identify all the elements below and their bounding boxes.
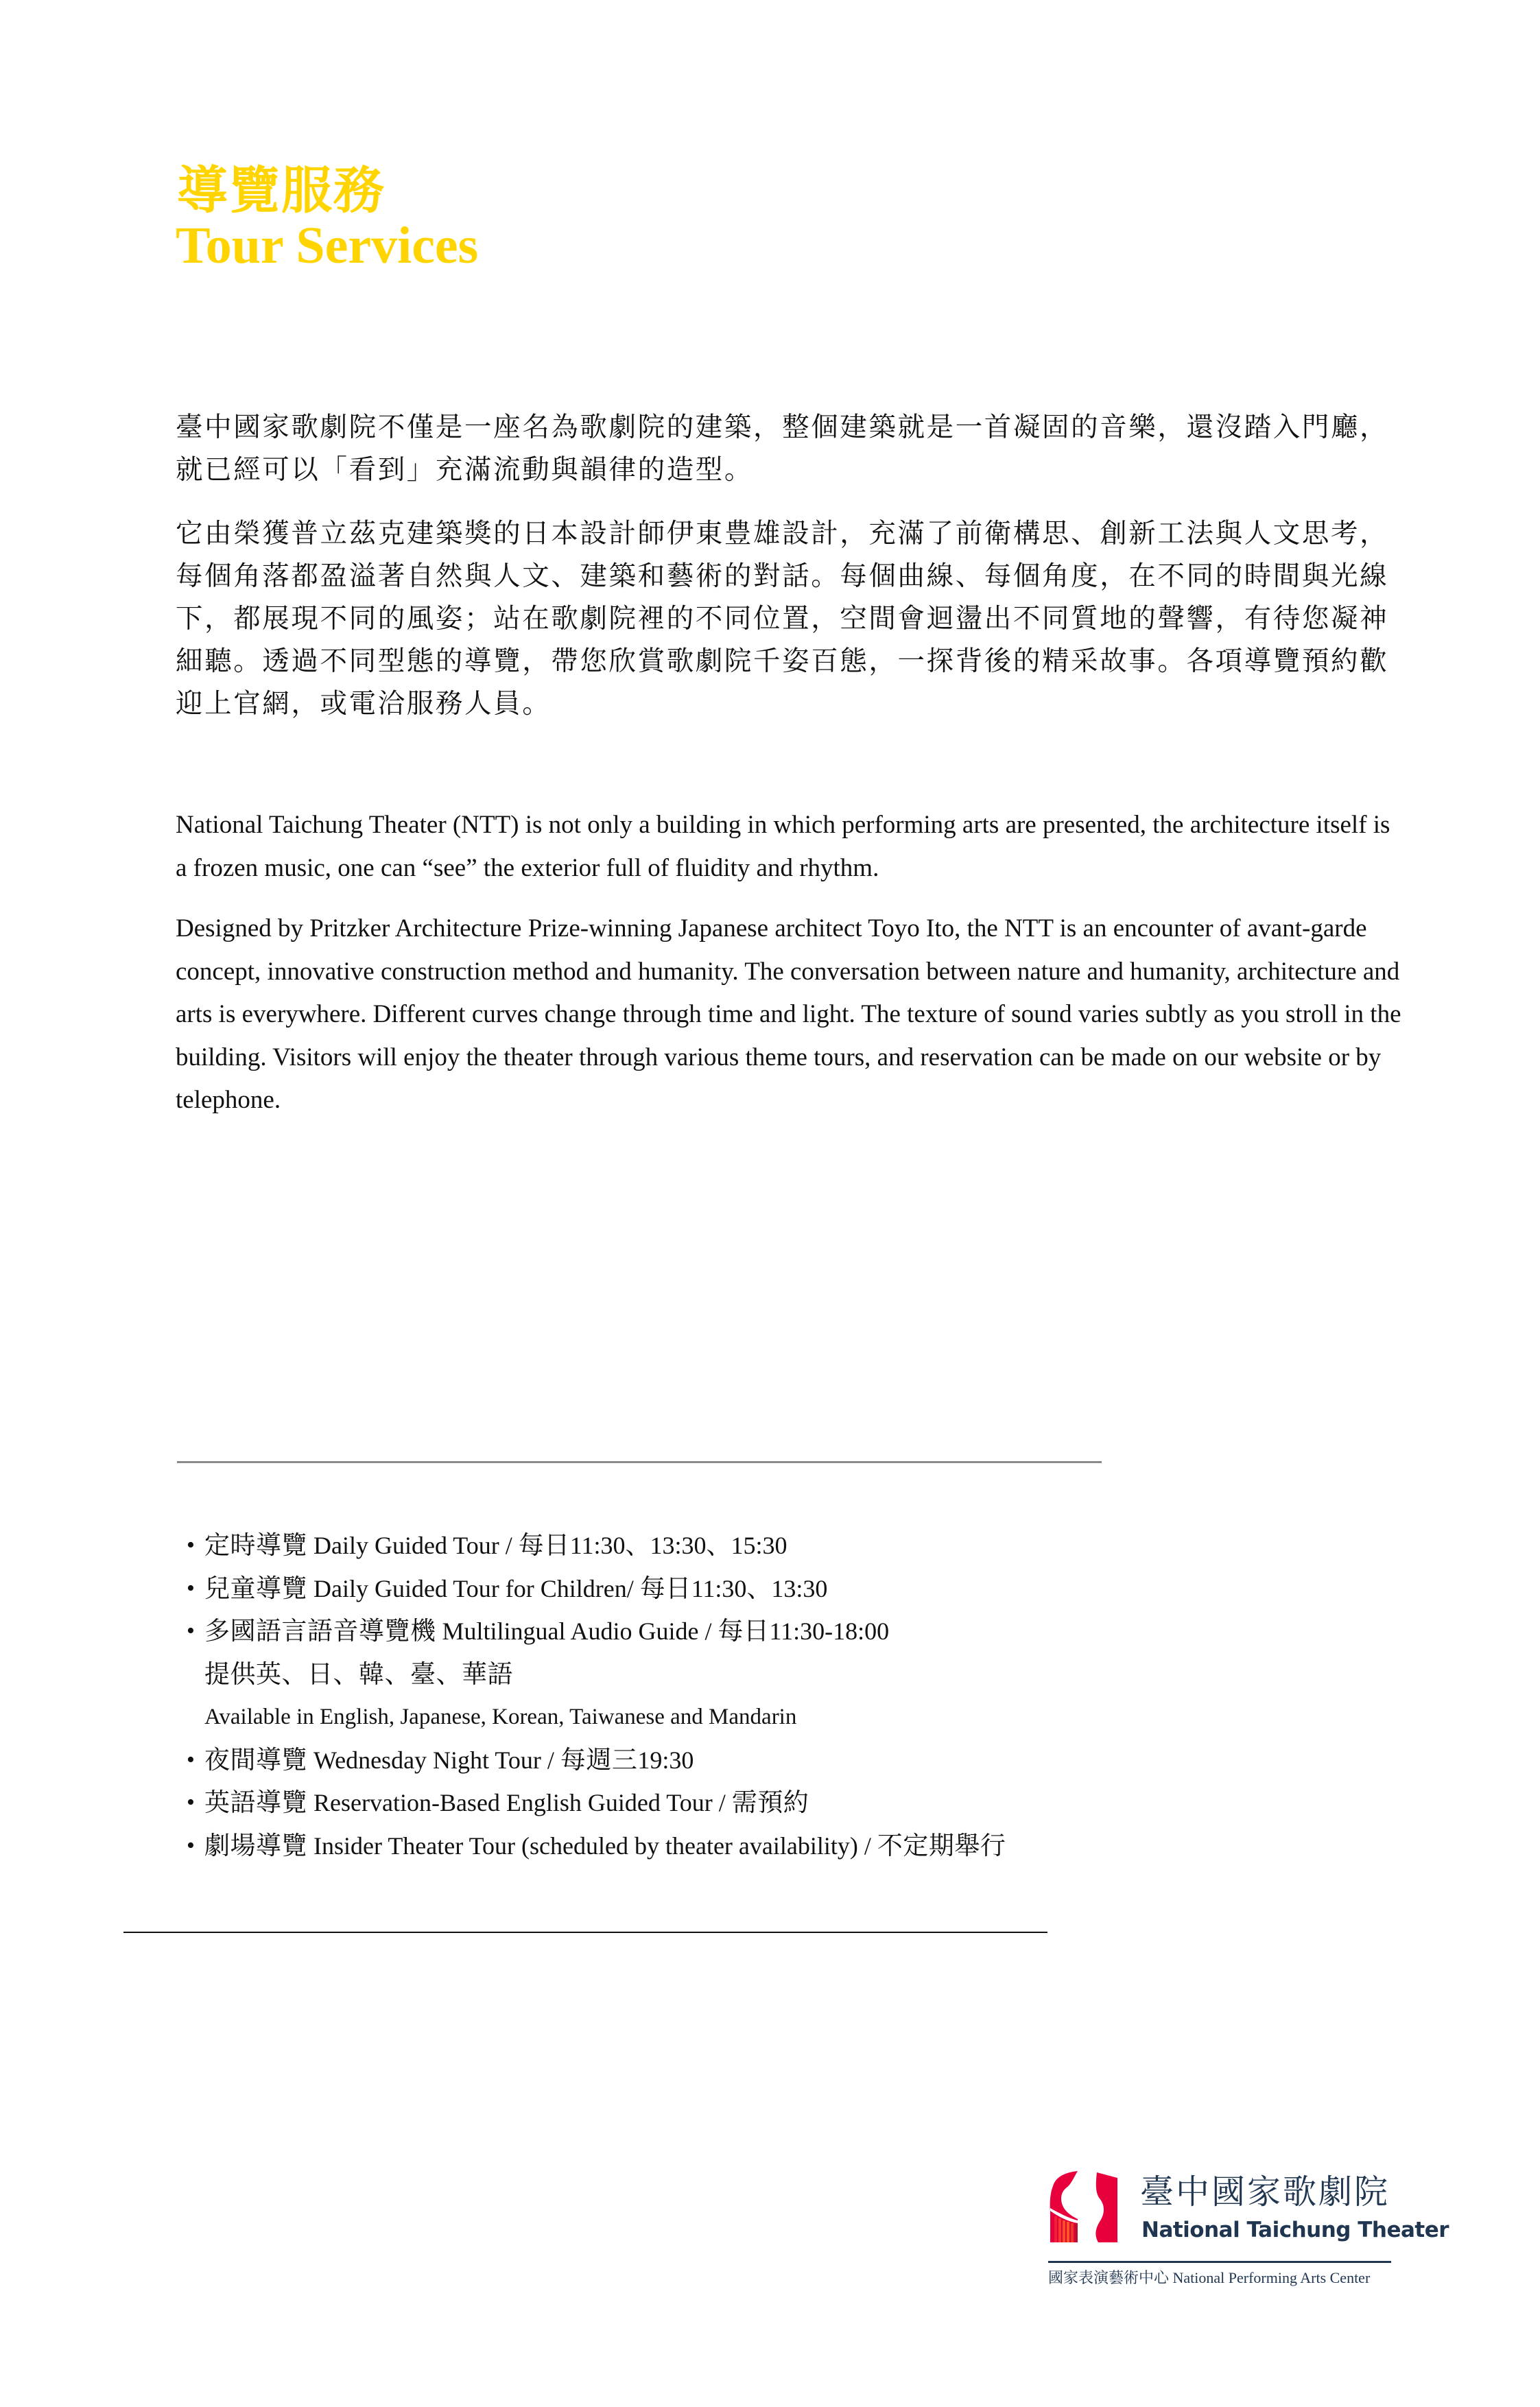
tour-schedule-zh: 每日: [718, 1616, 770, 1646]
tour-item-insider: [187, 1825, 1006, 1868]
section-divider-bottom: [123, 1932, 1047, 1933]
intro-zh-paragraph-1: 臺中國家歌劇院不僅是一座名為歌劇院的建築，整個建築就是一首凝固的音樂，還沒踏入門廳，就已經可以「看到」充滿流動與韻律的造型。: [176, 412, 1389, 486]
tour-name-en: Reservation-Based English Guided Tour /: [307, 1789, 732, 1816]
bullet-icon: •: [187, 1832, 195, 1858]
tour-name-zh: 劇場導覽: [204, 1830, 307, 1860]
bullet-icon: •: [187, 1618, 195, 1644]
page-title-zh: 導覽服務: [177, 161, 386, 220]
tour-name-en: Daily Guided Tour /: [307, 1532, 519, 1559]
tour-item-audio-guide: [187, 1610, 1006, 1653]
section-divider-top: [177, 1461, 1102, 1463]
tour-name-en: Wednesday Night Tour /: [307, 1746, 560, 1774]
tour-schedule: 11:30、13:30: [691, 1574, 828, 1602]
tour-schedule-zh: 每週三: [560, 1744, 638, 1775]
audio-guide-note-zh: 提供英、日、韓、臺、華語: [204, 1659, 513, 1689]
tour-schedule-zh: 不定期舉行: [877, 1830, 1006, 1860]
logo-name-en: National Taichung Theater: [1141, 2218, 1449, 2242]
tour-name-en: Multilingual Audio Guide /: [436, 1617, 718, 1645]
tour-list: [187, 1524, 1006, 1867]
tour-schedule: 19:30: [637, 1746, 694, 1774]
bullet-icon: •: [187, 1746, 195, 1772]
tour-name-en: Daily Guided Tour for Children/: [307, 1574, 640, 1602]
audio-guide-note-en: Available in English, Japanese, Korean, Taiwanese and Mandarin: [204, 1705, 797, 1729]
logo-tagline: 國家表演藝術中心 National Performing Arts Center: [1048, 2269, 1371, 2286]
logo-divider: [1048, 2261, 1391, 2263]
bullet-icon: •: [187, 1575, 195, 1601]
bullet-icon: •: [187, 1532, 195, 1558]
tour-item-night: [187, 1739, 1006, 1782]
tour-item-daily: [187, 1524, 1006, 1567]
logo-name-zh: 臺中國家歌劇院: [1140, 2172, 1390, 2212]
tour-schedule: 11:30、13:30、15:30: [569, 1532, 787, 1559]
tour-schedule-zh: 每日: [518, 1530, 570, 1560]
bullet-icon: •: [187, 1790, 195, 1815]
intro-zh-paragraph-2: 它由榮獲普立茲克建築獎的日本設計師伊東豊雄設計，充滿了前衛構思、創新工法與人文思考，每個角落都盈溢著自然與人文、建築和藝術的對話。每個曲線、每個角度，在不同的時間與光線下，都展現不同的風姿；站在歌劇院裡的不同位置，空間會迴盪出不同質地的聲響，有待您凝神細聽。透過不同型態的導覽，帶您欣賞歌劇院千姿百態，一探背後的精采故事。各項導覽預約歡迎上官網，或電洽服務人員。: [176, 518, 1389, 720]
tour-schedule-zh: 需預約: [731, 1788, 809, 1817]
tour-name-zh: 定時導覽: [204, 1530, 307, 1560]
audio-guide-languages-zh: [187, 1653, 1006, 1696]
tour-name-zh: 兒童導覽: [204, 1573, 307, 1603]
tour-item-children: [187, 1567, 1006, 1611]
ntt-logo: [1044, 2168, 1449, 2298]
audio-guide-languages-en: [187, 1696, 1006, 1739]
tour-name-zh: 多國語言語音導覽機: [204, 1616, 436, 1646]
tour-name-zh: 夜間導覽: [204, 1744, 307, 1775]
tour-schedule-zh: 每日: [639, 1573, 691, 1603]
tour-item-english: [187, 1781, 1006, 1825]
intro-en-paragraph-2: Designed by Pritzker Architecture Prize-winning Japanese architect Toyo Ito, the NTT is an encounter of avant-garde concept, innovative construction method and humanity. The conversation between nature and humanity, architecture and arts is everywhere. Different curves change through time and light. The texture of sound varies subtly as you stroll in the building. Visitors will enjoy the theater through various theme tours, and reservation can be made on our website or by telephone.: [176, 914, 1401, 1114]
tour-schedule: 11:30-18:00: [769, 1617, 890, 1645]
ntt-logo-mark-icon: [1046, 2171, 1122, 2243]
tour-name-en: Insider Theater Tour (scheduled by theater availability) /: [307, 1831, 877, 1860]
tour-name-zh: 英語導覽: [204, 1788, 307, 1817]
intro-en-paragraph-1: National Taichung Theater (NTT) is not only a building in which performing arts are presented, the architecture itself is a frozen music, one can “see” the exterior full of fluidity and rhythm.: [176, 811, 1390, 882]
page-title-en: Tour Services: [176, 217, 479, 274]
